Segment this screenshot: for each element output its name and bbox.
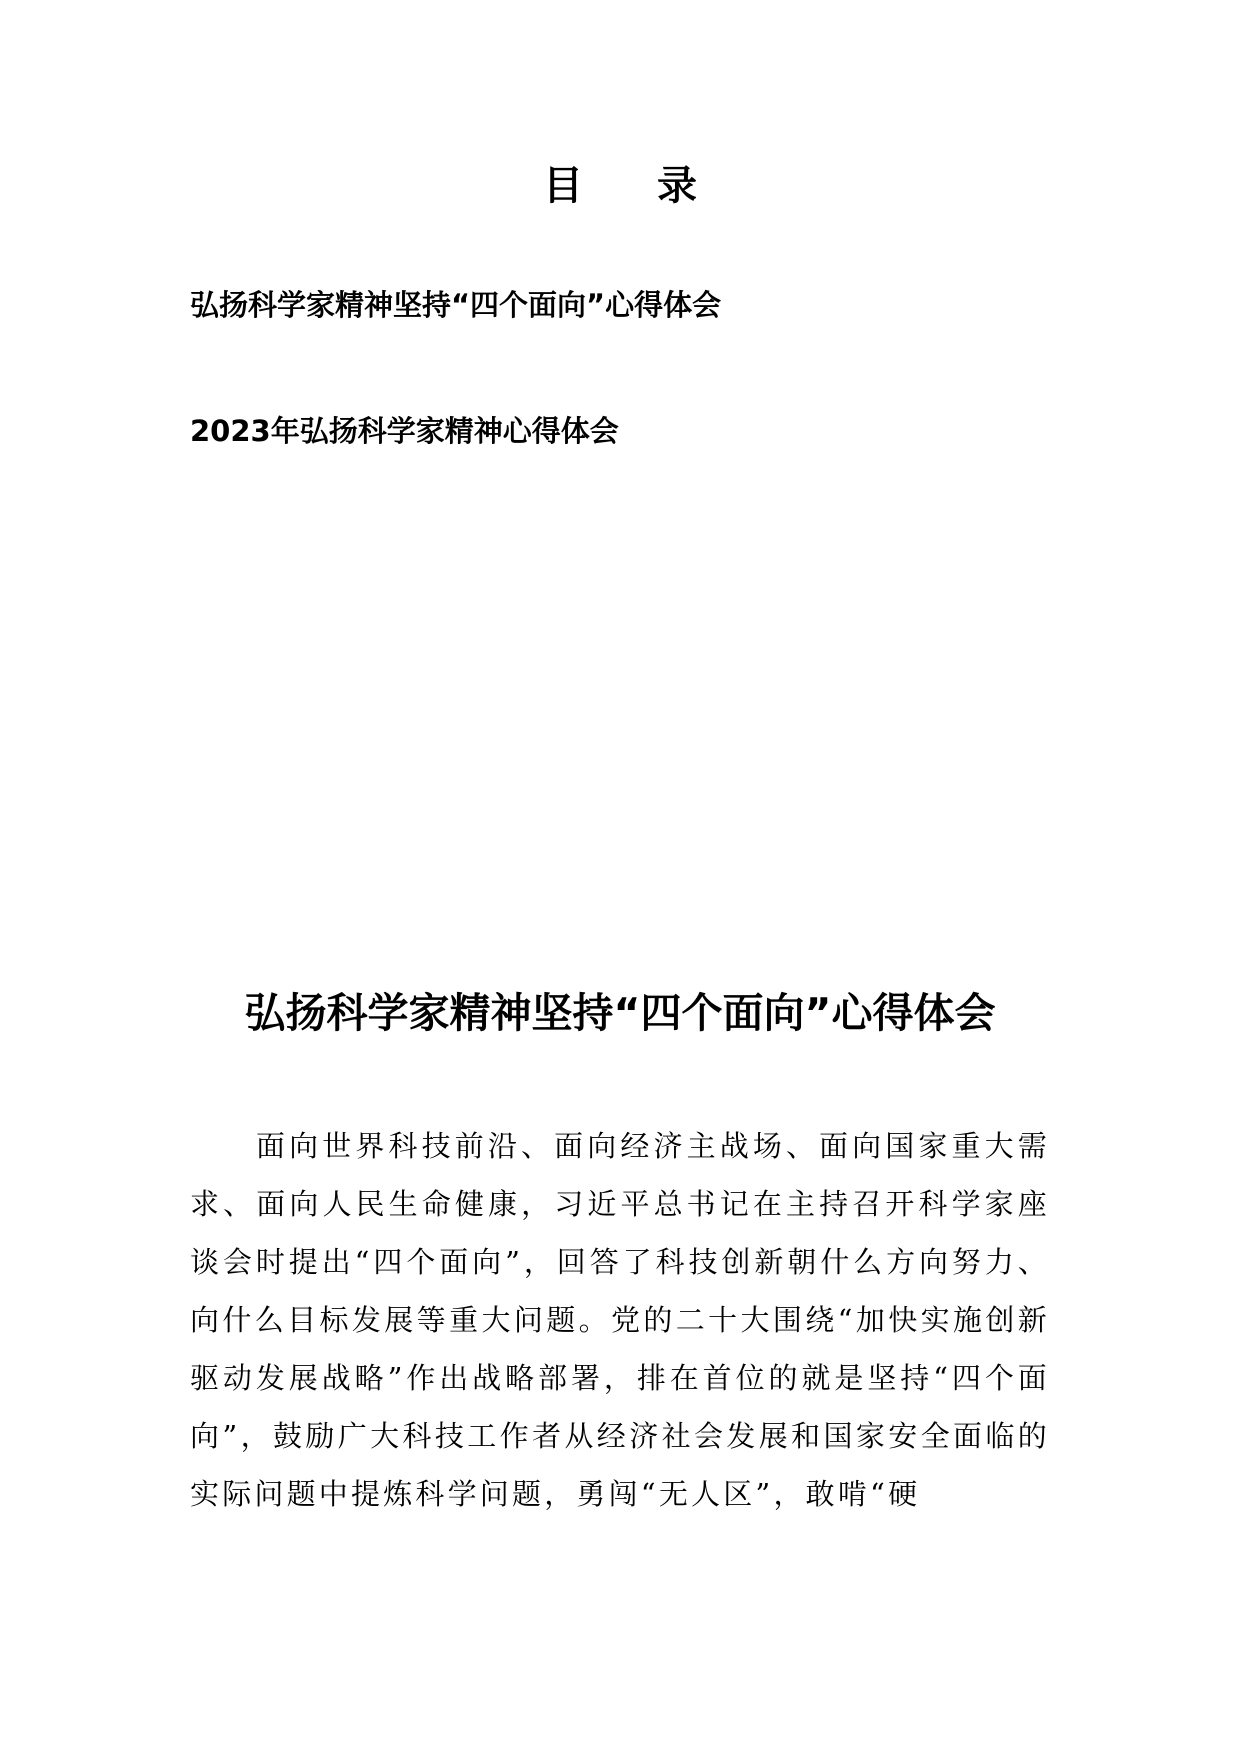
toc-heading: 目 录 — [543, 163, 727, 209]
toc-entry-2[interactable]: 2023年弘扬科学家精神心得体会 — [190, 414, 619, 448]
article-paragraph: 面向世界科技前沿、面向经济主战场、面向国家重大需求、面向人民生命健康，习近平总书记在主持召开科学家座谈会时提出“四个面向”，回答了科技创新朝什么方向努力、向什么目标发展等重大问题。党的二十大围绕“加快实施创新驱动发展战略”作出战略部署，排在首位的就是坚持“四个面向”，鼓励广大科技工作者从经济社会发展和国家安全面临的实际问题中提炼科学问题，勇闯“无人区”，敢啃“硬 — [190, 1129, 1050, 1511]
toc-entry-1[interactable]: 弘扬科学家精神坚持“四个面向”心得体会 — [190, 288, 722, 322]
article-title: 弘扬科学家精神坚持“四个面向”心得体会 — [244, 989, 996, 1037]
